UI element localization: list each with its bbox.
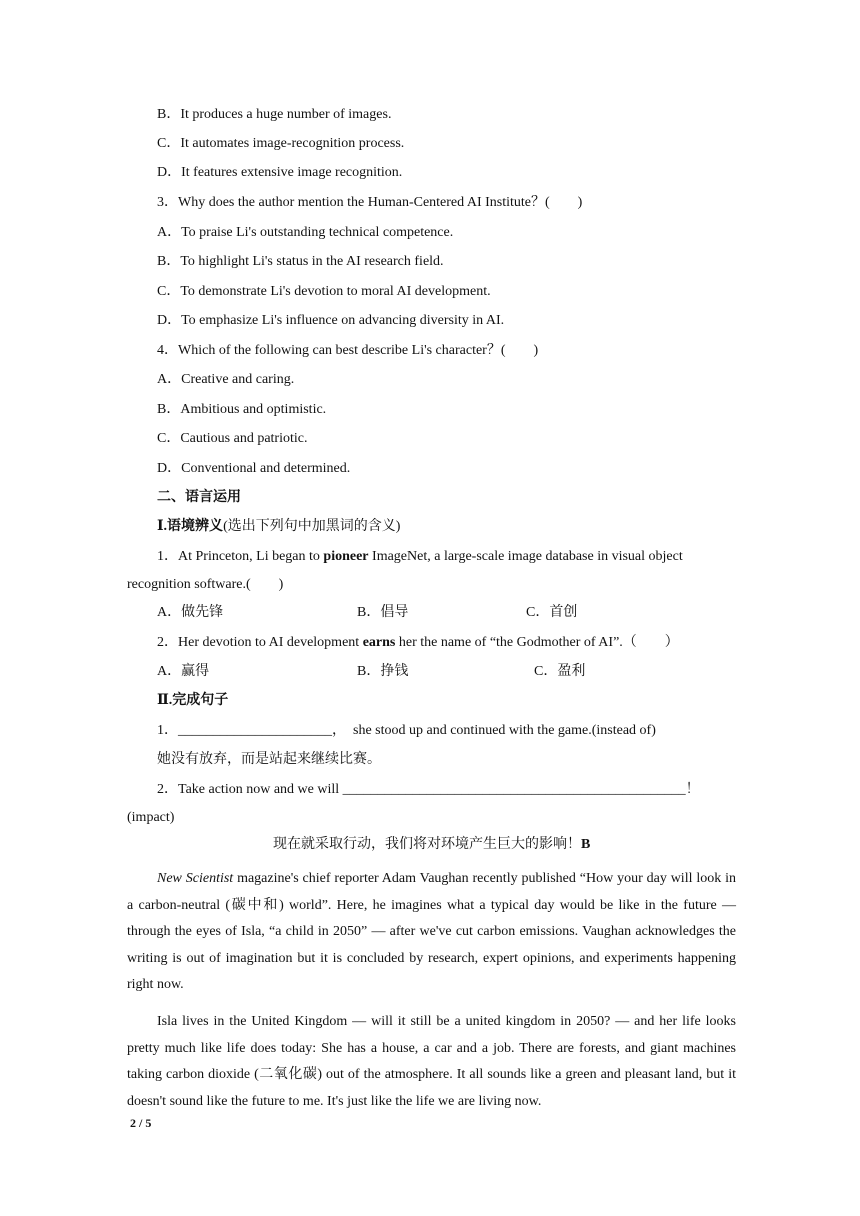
q3-stem: 3．Why does the author mention the Human-Centered AI Institute？( ) [157,195,583,210]
part2-q2-end: ！ [685,782,700,797]
part1-q2 [157,634,679,652]
part2-q1-rest: ， she stood up and continued with the game.(instead of) [332,723,656,738]
part1-q1-line2: recognition software.( ) [127,577,284,592]
q2-option-c: C．It automates image-recognition process. [157,136,405,151]
passage-paragraph-1-text: magazine's chief reporter Adam Vaughan recently published “How your day will look in a carbon-neutral (碳中和) world”. Here, he imagines what a typical day would be like in the future — through the eyes of Isla, “a child in 2050” — after we've cut carbon emissions. Vaughan acknowledges the writing is out of imagination but it is concluded by research, expert opinions, and experiments happening right now. [127,871,736,992]
q3-option-c: C．To demonstrate Li's devotion to moral AI development. [157,284,491,299]
part1-title-suffix: (选出下列句中加黑词的含义) [223,519,401,534]
q3-option-d: D．To emphasize Li's influence on advancing diversity in AI. [157,313,505,328]
part1-q2-option-b: B．挣钱 [357,664,409,679]
passage-paragraph-2-text: Isla lives in the United Kingdom — will it still be a united kingdom in 2050? — and her life looks pretty much like life does today: She has a house, a car and a job. There are forests, and giant machines taking carbon dioxide (二氧化碳) out of the atmosphere. It all sounds like a green and pleasant land, but it doesn't sound like the future to me. It's just like the life we are living now. [127,1014,736,1109]
part1-q2-option-a: A．赢得 [157,664,210,679]
q4-option-a: A．Creative and caring. [157,372,295,387]
part1-q1 [157,548,683,566]
q3-option-b: B．To highlight Li's status in the AI research field. [157,254,444,269]
part1-q2-after: her the name of “the Godmother of AI”.（ ） [395,635,679,650]
part2-q1-number: 1． [157,723,178,738]
q4-stem: 4．Which of the following can best describe Li's character？( ) [157,343,539,358]
q4-option-d: D．Conventional and determined. [157,461,351,476]
part1-q1-option-c: C．首创 [526,605,578,620]
part2-q2-translation: 现在就采取行动，我们将对环境产生巨大的影响！ [273,837,581,852]
part2-q1 [157,722,656,740]
q2-option-b: B．It produces a huge number of images. [157,107,392,122]
page-number: 2 / 5 [130,1116,152,1130]
part1-q1-before: 1．At Princeton, Li began to [157,549,324,564]
part2-q2-text: 2．Take action now and we will [157,782,343,797]
part1-q1-option-a: A．做先锋 [157,605,224,620]
passage-paragraph-2 [127,1009,736,1115]
part1-q2-before: 2．Her devotion to AI development [157,635,363,650]
part2-q1-translation: 她没有放弃，而是站起来继续比赛。 [157,752,381,767]
part1-q1-bold-word: pioneer [323,549,369,564]
part1-q1-option-b: B．倡导 [357,605,409,620]
part1-q2-option-c: C．盈利 [534,664,586,679]
part2-title: Ⅱ.完成句子 [157,693,229,708]
part1-q2-bold-word: earns [362,635,396,650]
q3-option-a: A．To praise Li's outstanding technical competence. [157,225,454,240]
q4-option-c: C．Cautious and patriotic. [157,431,308,446]
passage-paragraph-1 [127,866,736,999]
part1-title [157,518,400,536]
section-title: 二、语言运用 [157,490,241,505]
part2-q2-translation-line [273,836,590,854]
magazine-name: New Scientist [157,871,234,886]
part2-q2-blank[interactable]: _________________________________________________ [342,782,686,797]
q4-option-b: B．Ambitious and optimistic. [157,402,327,417]
part2-q1-blank[interactable]: ______________________ [178,723,332,738]
passage-section-label: B [581,837,591,852]
part1-title-prefix: Ⅰ.语境辨义 [157,519,224,534]
part2-q2 [157,781,700,799]
part2-q2-hint: (impact) [127,810,175,825]
q2-option-d: D．It features extensive image recognition. [157,165,403,180]
part1-q1-after: ImageNet, a large-scale image database in visual object [368,549,683,564]
